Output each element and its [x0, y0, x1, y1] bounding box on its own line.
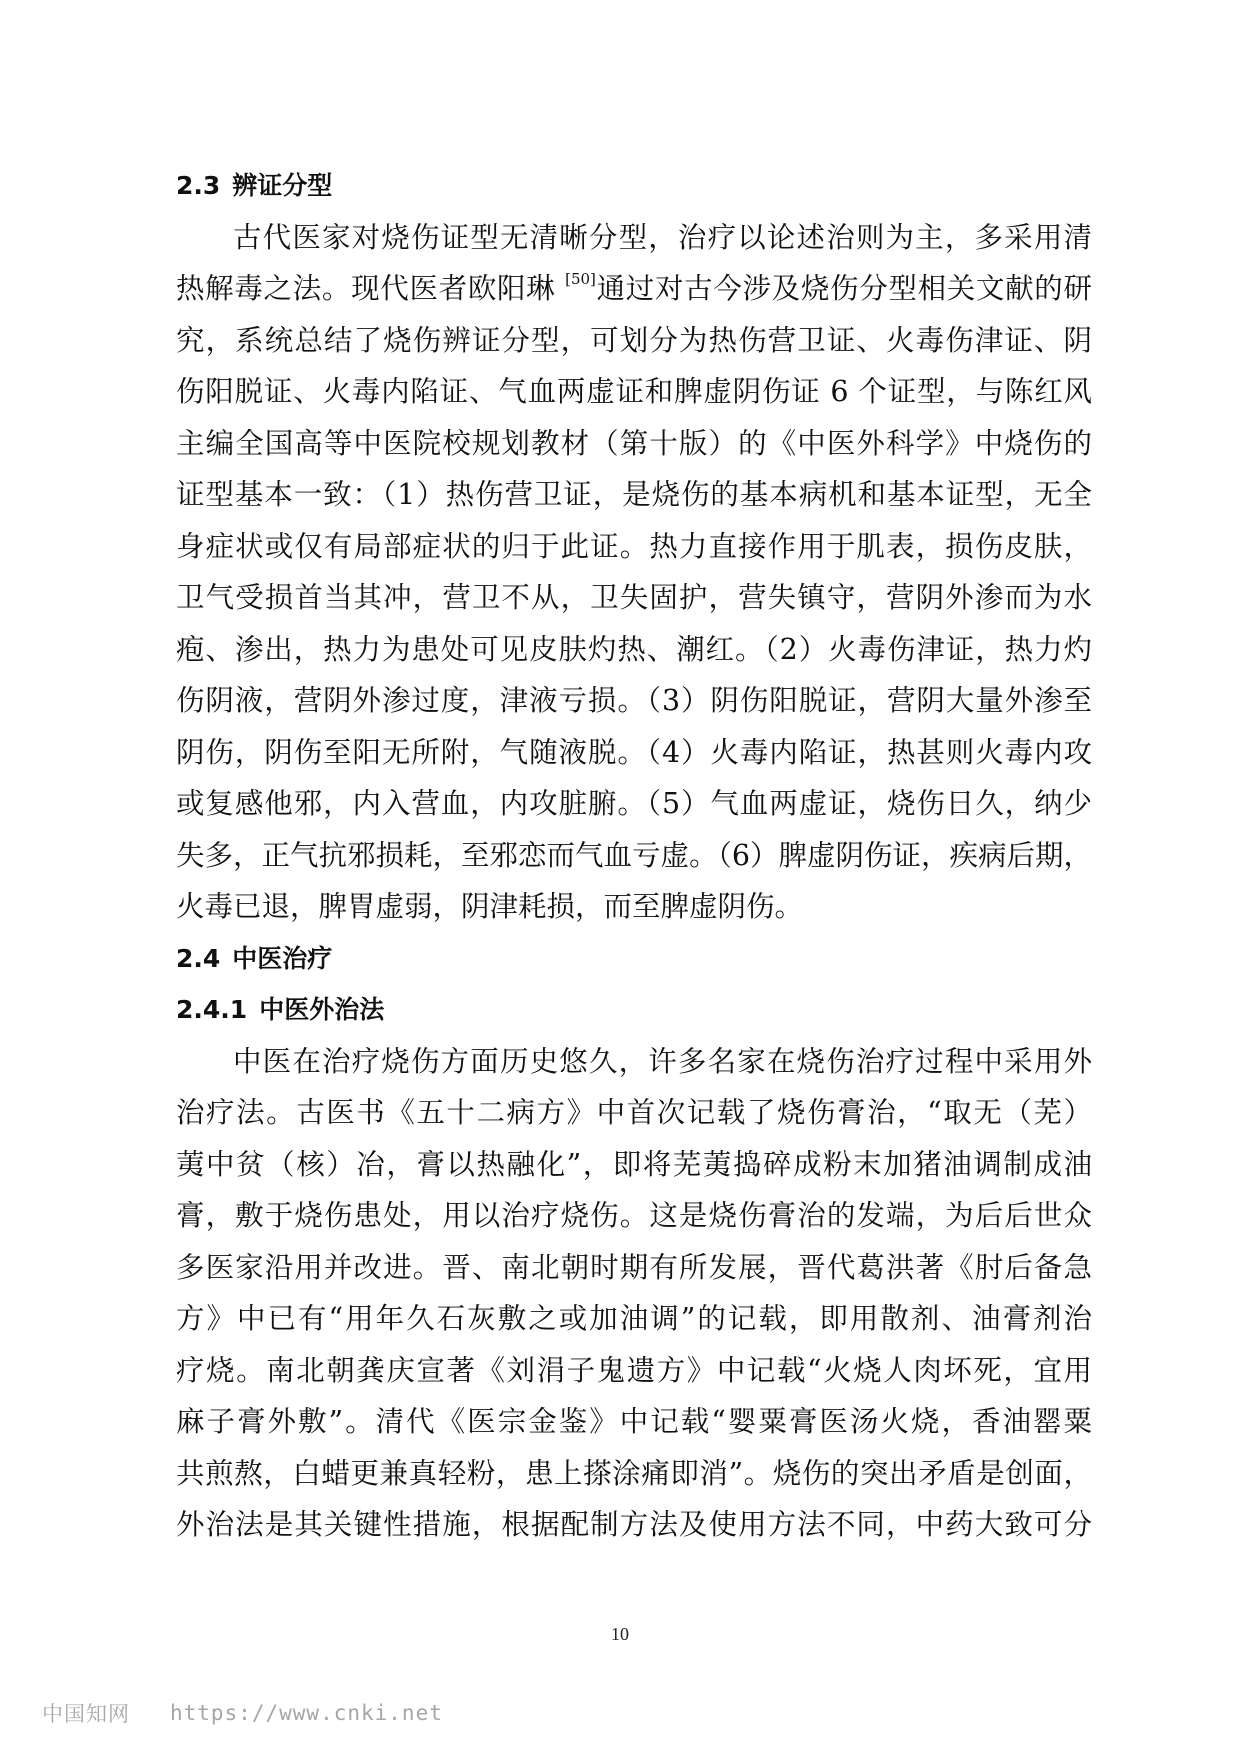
paragraph-external-treatment — [176, 1036, 1092, 1551]
page-number: 10 — [611, 1624, 629, 1644]
text-line: 麻子膏外敷”。清代《医宗金鉴》中记载“婴粟膏医汤火烧，香油罂粟 — [176, 1405, 1092, 1438]
text-line: 伤阳脱证、火毒内陷证、气血两虚证和脾虚阴伤证 6 个证型，与陈红风 — [176, 375, 1092, 408]
text-line: 膏，敷于烧伤患处，用以治疗烧伤。这是烧伤膏治的发端，为后后世众 — [176, 1199, 1092, 1232]
section-number: 2.3 — [176, 171, 221, 200]
text-line: 治疗法。古医书《五十二病方》中首次记载了烧伤膏治，“取无（芜） — [176, 1096, 1092, 1129]
section-heading-2-4 — [176, 933, 1092, 985]
paragraph-syndrome-types — [176, 212, 1092, 933]
watermark-footer — [42, 1693, 443, 1733]
section-title: 中医外治法 — [259, 995, 385, 1024]
text-line: 荑中贫（核）冶，膏以热融化”，即将芜荑捣碎成粉末加猪油调制成油 — [176, 1147, 1092, 1181]
text-line: 疗烧。南北朝龚庆宣著《刘涓子鬼遗方》中记载“火烧人肉坏死，宜用 — [176, 1353, 1092, 1387]
section-number: 2.4 — [176, 943, 221, 973]
page-body — [176, 160, 1092, 1551]
text-line: 身症状或仅有局部症状的归于此证。热力直接作用于肌表，损伤皮肤， — [176, 529, 1092, 563]
text-line: 伤阴液，营阴外渗过度，津液亏损。（3）阴伤阳脱证，营阴大量外渗至 — [176, 684, 1092, 717]
text-line: 古代医家对烧伤证型无清晰分型，治疗以论述治则为主，多采用清 — [233, 220, 1092, 254]
text-span: 热解毒之法。现代医者欧阳琳 — [176, 272, 566, 305]
text-line: 疱、渗出，热力为患处可见皮肤灼热、潮红。（2）火毒伤津证，热力灼 — [176, 632, 1092, 666]
text-line: 共煎熬，白蜡更兼真轻粉，患上搽涂痛即消”。烧伤的突出矛盾是创面， — [176, 1456, 1092, 1490]
text-line: 主编全国高等中医院校规划教材（第十版）的《中医外科学》中烧伤的 — [176, 426, 1092, 460]
text-line: 方》中已有“用年久石灰敷之或加油调”的记载，即用散剂、油膏剂治 — [176, 1302, 1092, 1335]
text-line: 究，系统总结了烧伤辨证分型，可划分为热伤营卫证、火毒伤津证、阴 — [176, 323, 1092, 357]
text-line: 多医家沿用并改进。晋、南北朝时期有所发展，晋代葛洪著《肘后备急 — [176, 1250, 1092, 1284]
section-heading-2-4-1 — [176, 984, 1092, 1036]
section-number: 2.4.1 — [176, 995, 248, 1024]
text-line: 火毒已退，脾胃虚弱，阴津耗损，而至脾虚阴伤。 — [176, 890, 804, 923]
text-line: 失多，正气抗邪损耗，至邪恋而气血亏虚。（6）脾虚阴伤证，疾病后期， — [176, 838, 1092, 872]
text-line: 证型基本一致：（1）热伤营卫证，是烧伤的基本病机和基本证型，无全 — [176, 478, 1092, 511]
text-line: 卫气受损首当其冲，营卫不从，卫失固护，营失镇守，营阴外渗而为水 — [176, 581, 1092, 614]
text-line: 中医在治疗烧伤方面历史悠久，许多名家在烧伤治疗过程中采用外 — [233, 1044, 1092, 1078]
cnki-brand: 中国知网 — [42, 1702, 130, 1726]
text-line: 外治法是其关键性措施，根据配制方法及使用方法不同，中药大致可分 — [176, 1508, 1092, 1541]
citation-ref: [50] — [565, 270, 596, 288]
text-span: 通过对古今涉及烧伤分型相关文献的研 — [595, 272, 1092, 305]
text-line: 阴伤，阴伤至阳无所附，气随液脱。（4）火毒内陷证，热甚则火毒内攻 — [176, 735, 1092, 769]
cnki-url[interactable]: https://www.cnki.net — [170, 1701, 443, 1725]
text-line — [176, 263, 1092, 315]
section-title: 中医治疗 — [232, 943, 333, 973]
section-title: 辨证分型 — [232, 171, 333, 200]
section-heading-2-3 — [176, 160, 1092, 212]
text-line: 或复感他邪，内入营血，内攻脏腑。（5）气血两虚证，烧伤日久，纳少 — [176, 787, 1092, 820]
